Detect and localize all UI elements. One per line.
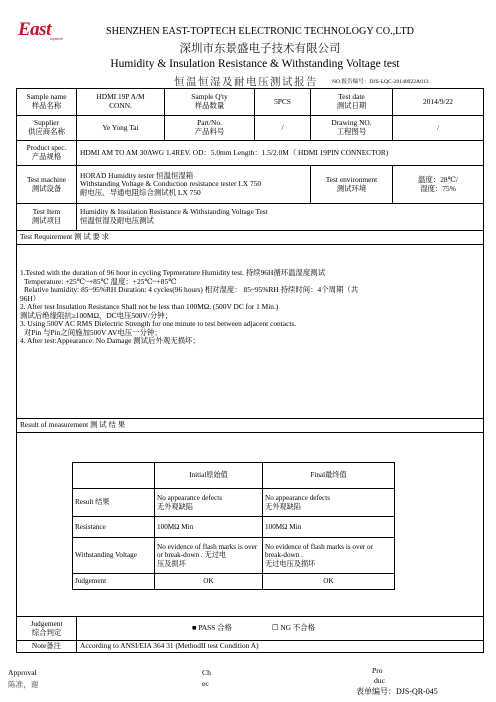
result-row	[73, 517, 395, 538]
result-initial-cell: No appearance defects 无外观缺陷	[155, 489, 263, 517]
produced-label-cont: duc	[374, 676, 385, 685]
sample-name-value: HDMI 19P A/M CONN.	[77, 89, 165, 116]
test-environment-value: 温度：28℃/ 湿度：75%	[393, 166, 484, 204]
result-row	[73, 489, 395, 517]
result-final-cell: OK	[263, 574, 395, 590]
row-note	[17, 641, 484, 653]
requirement-line: Temperature: +25℃~+85℃ 温度：+25℃~+85℃	[24, 276, 177, 286]
result-row-label: Judgement	[73, 574, 155, 590]
test-machine-label: Test machine 测试设备	[17, 166, 77, 204]
requirement-line: 3. Using 500V AC RMS Dielectric Strength for one minute to test between adjacent contacts.	[20, 319, 297, 329]
result-initial-cell: 100MΩ Min	[155, 517, 263, 538]
result-initial-cell: No evidence of flash marks is over or break-down . 无过电 压及损坏	[155, 538, 263, 574]
supplier-value: Ye Yong Tai	[77, 116, 165, 141]
result-final-cell: No appearance defects 无外观缺陷	[263, 489, 395, 517]
result-row	[73, 538, 395, 574]
approval-name: 陈准，谢	[8, 680, 39, 689]
test-item-value: Humidity & Insulation Resistance & Withstanding Voltage Test 恒温恒湿及耐电压测试	[77, 204, 484, 231]
result-row-label: Withstanding Voltage	[73, 538, 155, 574]
part-no-value: /	[255, 116, 311, 141]
logo-subtext: toptech	[50, 36, 64, 41]
result-table	[72, 462, 395, 590]
approval-label: Approval	[8, 668, 37, 677]
row-result-heading	[17, 419, 484, 433]
note-label: Note备注	[17, 641, 77, 653]
ng-checkbox[interactable]: ☐	[271, 623, 279, 633]
requirement-line: 1.Tested with the duration of 96 hour in cycling Tepmerature Humidity test. 持续96H循环温湿度测试	[20, 268, 326, 277]
product-spec-label: Product spec. 产品规格	[17, 141, 77, 166]
row-spec	[17, 141, 484, 166]
pass-label: PASS 合格	[198, 623, 232, 633]
test-machine-value: HORAD Humidity tester 恒温恒湿箱 Withstanding Voltage & Conduction resistance tester LX 750 耐电压、导通电阻综合测试机 LX 750	[77, 166, 311, 204]
pass-checkbox[interactable]: ■	[192, 623, 197, 633]
sample-name-label: Sample name 样品名称	[17, 89, 77, 116]
result-row-label: Result 结果	[73, 489, 155, 517]
result-row	[73, 574, 395, 590]
requirement-line: Relative humidity: 85~95%RH Duration: 4 cycles(96 hours) 相对湿度： 85~95%RH 持续时间：4个周期（共	[24, 285, 359, 295]
requirement-heading: Test Requirement 测 试 要 求	[17, 231, 484, 245]
company-name-en: SHENZHEN EAST-TOPTECH ELECTRONIC TECHNOLOGY CO.,LTD	[105, 26, 415, 37]
sample-qty-label: Sample Q'ty 样品数量	[165, 89, 255, 116]
result-initial-cell: OK	[155, 574, 263, 590]
result-heading: Result of measurement 测 试 结 果	[17, 419, 484, 433]
result-final-cell: No evidence of flash marks is over or break-down . 无过电压及损坏	[263, 538, 395, 574]
sample-qty-value: 5PCS	[255, 89, 311, 116]
requirement-line: 对Pin 与Pin之间施加500V AV电压一分钟；	[24, 327, 162, 337]
row-requirement-body	[17, 245, 484, 419]
requirement-line: 测试后绝缘阻抗≥100MΩ，DC电压500V/分钟；	[20, 310, 173, 320]
result-corner-cell	[73, 463, 155, 489]
row-requirement-heading	[17, 231, 484, 245]
col-final-header: Final最终值	[263, 463, 395, 489]
requirement-line: 2. After test Insulation Resistance Shall not be less than 100MΩ. (500V DC for 1 Min.)	[20, 302, 279, 312]
produced-label: Pro	[372, 666, 383, 675]
col-initial-header: Initial原始值	[155, 463, 263, 489]
report-title: Humidity & Insulation Resistance & Withstanding Voltage test	[110, 58, 400, 70]
checked-label: Ch	[202, 668, 211, 677]
judgement-label: Judgement 综合判定	[17, 617, 77, 641]
drawing-no-value: /	[393, 116, 484, 141]
test-item-label: Test Item 测试项目	[17, 204, 77, 231]
supplier-label: Supplier 供应商名称	[17, 116, 77, 141]
test-date-label: Test date 测试日期	[311, 89, 393, 116]
report-subtitle: 恒温恒湿及耐电压测试报告	[174, 77, 318, 88]
ng-label: NG 不合格	[280, 623, 316, 633]
row-supplier	[17, 116, 484, 141]
result-final-cell: 100MΩ Min	[263, 517, 395, 538]
form-number: 表单编号：DJS-QR-045	[356, 687, 438, 696]
judgement-options	[77, 617, 484, 641]
logo-mark: East	[18, 19, 51, 40]
note-value: According to ANSI/EIA 364 31 (MethodII test Condition A)	[77, 641, 484, 653]
row-sample	[17, 89, 484, 116]
row-judgement	[17, 617, 484, 641]
checked-label-cont: ec	[202, 679, 209, 688]
company-name-cn: 深圳市东景盛电子技术有限公司	[179, 43, 341, 55]
report-number: NO.报告编号：DJS-LQC-20140922A013	[332, 79, 429, 85]
test-environment-label: Test environment 测试环境	[311, 166, 393, 204]
product-spec-value: HDMI AM TO AM 30AWG 1.4REV. OD：5.0mm Length：1.5/2.0M（ HDMI 19PIN CONNECTOR)	[77, 141, 484, 166]
row-machine	[17, 166, 484, 204]
row-test-item	[17, 204, 484, 231]
requirement-body	[17, 245, 484, 419]
requirement-line: 4. After test:Appearance: No Damage 测试后外观无损坏；	[20, 336, 200, 346]
result-header-row	[73, 463, 395, 489]
drawing-no-label: Drawing NO. 工程图号	[311, 116, 393, 141]
part-no-label: Part/No. 产品料号	[165, 116, 255, 141]
result-row-label: Resistance	[73, 517, 155, 538]
requirement-line: 96H）	[20, 293, 41, 303]
test-date-value: 2014/9/22	[393, 89, 484, 116]
